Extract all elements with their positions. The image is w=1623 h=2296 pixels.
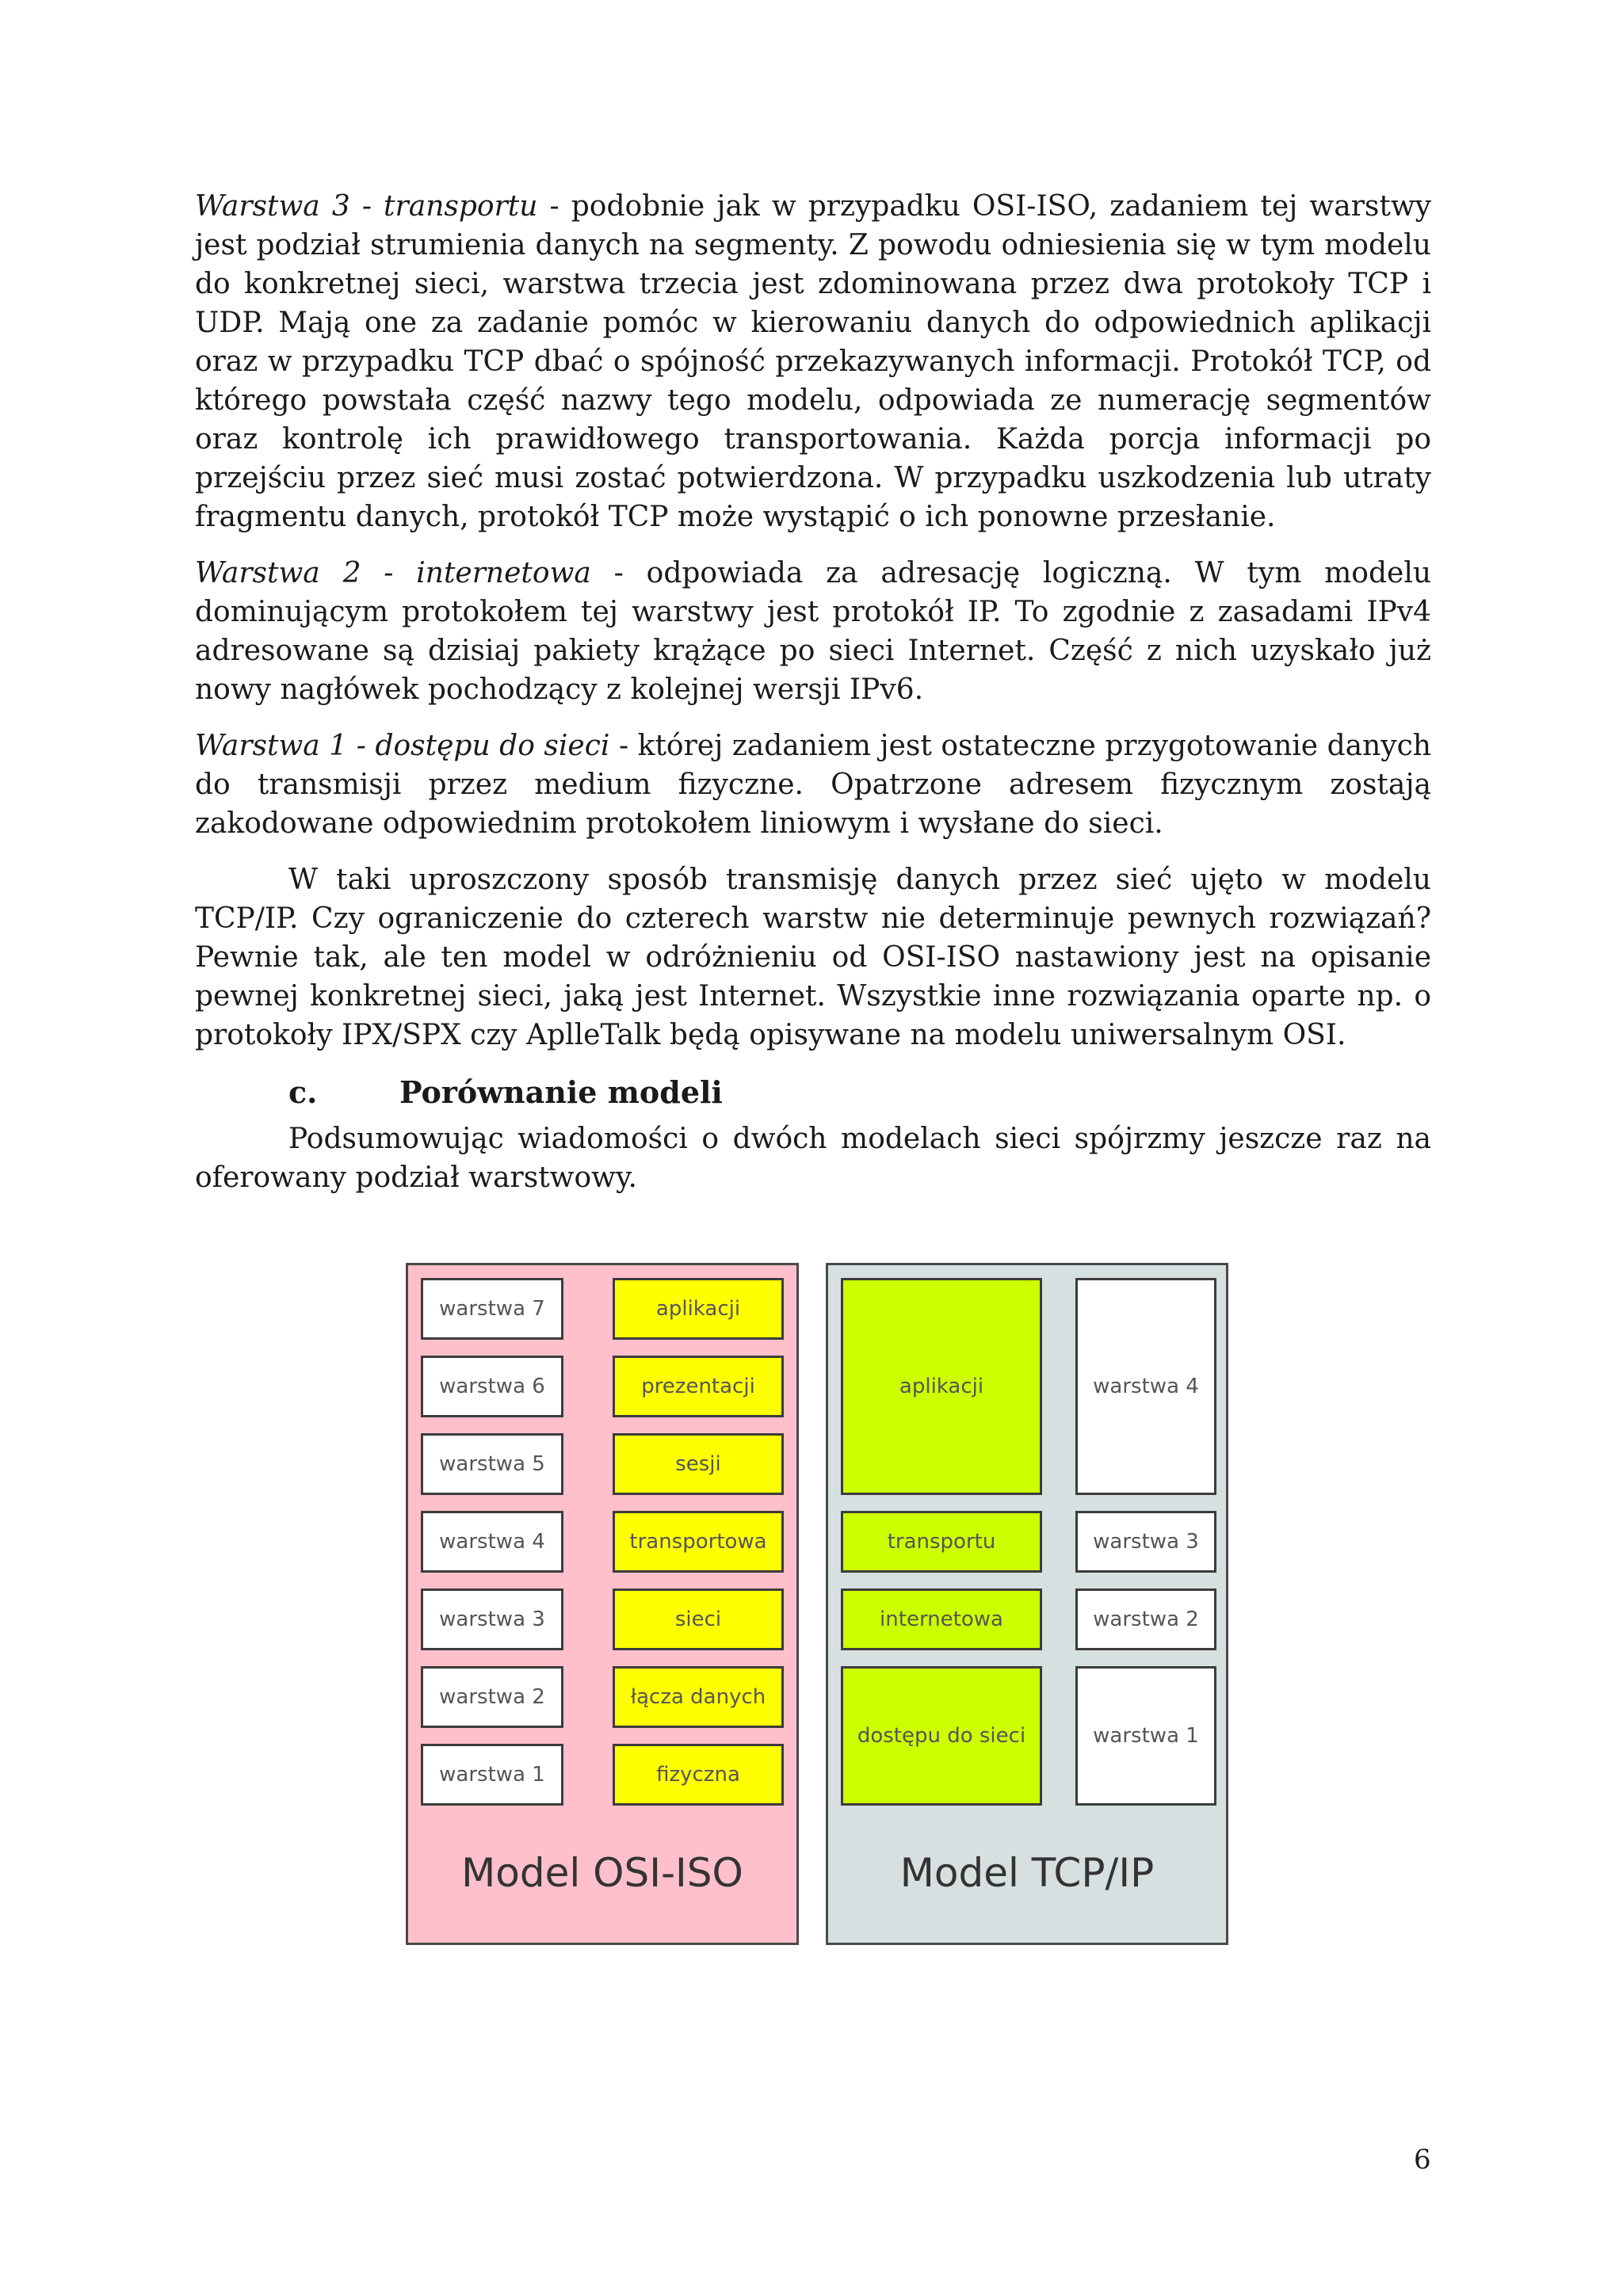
tcp-layer-name: transportu (841, 1511, 1042, 1573)
tcp-layer-number: warstwa 3 (1075, 1511, 1216, 1573)
osi-layer-number: warstwa 1 (421, 1744, 563, 1806)
osi-layer-number: warstwa 5 (421, 1433, 563, 1495)
osi-layer-name: aplikacji (613, 1278, 784, 1340)
osi-model-panel (406, 1263, 799, 1945)
summary-paragraph: W taki uproszczony sposób transmisję danych przez sieć ujęto w modelu TCP/IP. Czy ograniczenie do czterech warstw nie determinuje pewnych rozwiązań? Pewnie tak, ale ten model w odróżnieniu od OSI-ISO nastawiony jest na opisanie pewnej konkretnej sieci, jaką jest Internet. Wszystkie inne rozwiązania oparte np. o protokoły IPX/SPX czy AplleTalk będą opisywane na modelu uniwersalnym OSI. (195, 864, 1431, 1051)
tcp-layer-name: aplikacji (841, 1278, 1042, 1495)
term-transport-layer: Warstwa 3 - transportu (195, 190, 538, 223)
paragraph-transport-layer (195, 187, 1431, 536)
osi-layer-number: warstwa 6 (421, 1356, 563, 1417)
paragraph-internet-text: - odpowiada za adresację logiczną. W tym modelu dominującym protokołem tej warstwy jest protokół IP. To zgodnie z zasadami IPv4 adresowane są dzisiaj pakiety krążące po sieci Internet. Część z nich uzyskało już nowy nagłówek pochodzący z kolejnej wersji IPv6. (195, 557, 1432, 706)
model-comparison-figure (406, 1263, 1230, 1948)
paragraph-internet-layer (195, 554, 1431, 709)
tcp-layer-number: warstwa 2 (1075, 1589, 1216, 1650)
section-heading (195, 1072, 1431, 1113)
osi-layer-number: warstwa 4 (421, 1511, 563, 1573)
osi-layer-name: transportowa (613, 1511, 784, 1573)
tcp-layer-name: dostępu do sieci (841, 1666, 1042, 1806)
osi-layer-name: łącza danych (613, 1666, 784, 1728)
term-internet-layer: Warstwa 2 - internetowa (195, 557, 591, 589)
osi-layer-number: warstwa 7 (421, 1278, 563, 1340)
tcp-layer-number: warstwa 4 (1075, 1278, 1216, 1495)
osi-layer-name: fizyczna (613, 1744, 784, 1806)
tcp-model-label: Model TCP/IP (899, 1850, 1155, 1896)
paragraph-access-layer (195, 727, 1431, 843)
term-access-layer: Warstwa 1 - dostępu do sieci (195, 730, 610, 762)
osi-layer-number: warstwa 3 (421, 1589, 563, 1650)
paragraph-access-text: - której zadaniem jest ostateczne przygotowanie danych do transmisji przez medium fizyczne. Opatrzone adresem fizycznym zostają zakodowane odpowiednim protokołem liniowym i wysłane do sieci. (195, 730, 1431, 840)
page-number: 6 (1414, 2144, 1431, 2176)
text-column (195, 187, 1431, 1215)
osi-layer-name: sesji (613, 1433, 784, 1495)
section-number: c. (288, 1074, 318, 1110)
paragraph-transport-text: - podobnie jak w przypadku OSI-ISO, zadaniem tej warstwy jest podział strumienia danych na segmenty. Z powodu odniesienia się w tym modelu do konkretnej sieci, warstwa trzecia jest zdominowana przez dwa protokoły TCP i UDP. Mają one za zadanie pomóc w kierowaniu danych do odpowiednich aplikacji oraz w przypadku TCP dbać o spójność przekazywanych informacji. Protokół TCP, od którego powstała część nazwy tego modelu, odpowiada ze numerację segmentów oraz kontrolę ich prawidłowego transportowania. Każda porcja informacji po przejściu przez sieć musi zostać potwierdzona. W przypadku uszkodzenia lub utraty fragmentu danych, protokół TCP może wystąpić o ich ponowne przesłanie. (195, 190, 1431, 533)
intro-paragraph: Podsumowując wiadomości o dwóch modelach sieci spójrzmy jeszcze raz na oferowany podział warstwowy. (195, 1123, 1431, 1194)
osi-layer-number: warstwa 2 (421, 1666, 563, 1728)
osi-model-label: Model OSI-ISO (461, 1850, 743, 1896)
tcp-layer-number: warstwa 1 (1075, 1666, 1216, 1806)
osi-layer-name: prezentacji (613, 1356, 784, 1417)
osi-layer-name: sieci (613, 1589, 784, 1650)
section-title: Porównanie modeli (399, 1074, 723, 1110)
tcp-model-panel (826, 1263, 1228, 1945)
tcp-layer-name: internetowa (841, 1589, 1042, 1650)
